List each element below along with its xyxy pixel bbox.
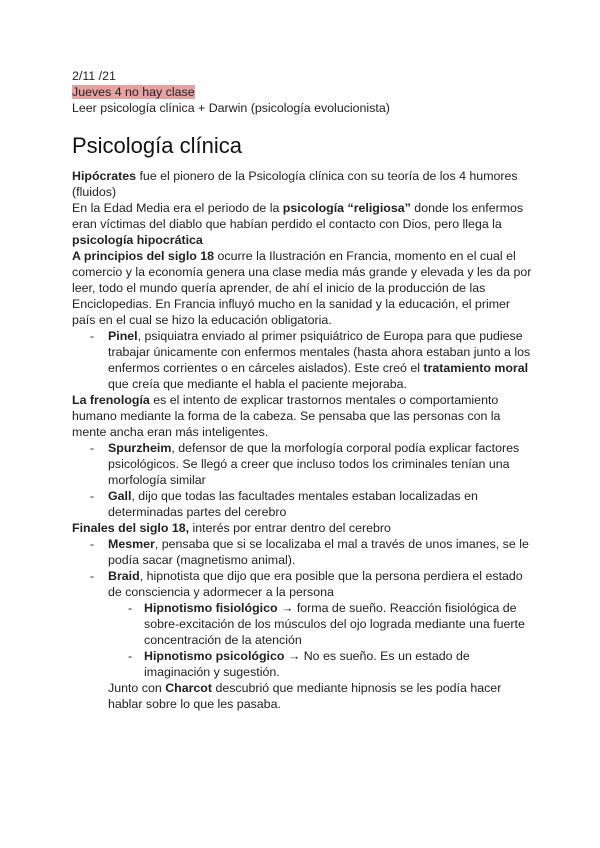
- list-item-gall: - Gall, dijo que todas las facultades mentales estaban localizadas en determinadas partes del cerebro: [90, 489, 478, 519]
- highlighted-note: Jueves 4 no hay clase: [72, 85, 195, 99]
- reading-note: Leer psicología clínica + Darwin (psicología evolucionista): [72, 101, 390, 115]
- list-item-spurzheim: - Spurzheim, defensor de que la morfología corporal podía explicar factores psicológicos. Se llegó a creer que incluso todos los criminales tenían una morfología similar: [90, 441, 520, 487]
- paragraph-edad-media: En la Edad Media era el periodo de la psicología “religiosa” donde los enfermos eran víctimas del diablo que habían perdido el contacto con Dios, pero llega la psicología hipocrática: [72, 201, 524, 247]
- list-dash: -: [128, 649, 133, 663]
- list-dash: -: [90, 489, 95, 503]
- list-dash: -: [90, 569, 95, 583]
- paragraph-charcot: Junto con Charcot descubrió que mediante hipnosis se les podía hacer hablar sobre lo que les pasaba.: [108, 681, 502, 711]
- paragraph-finales-siglo-18: Finales del siglo 18, interés por entrar dentro del cerebro: [72, 521, 391, 535]
- list-item-mesmer: - Mesmer, pensaba que si se localizaba el mal a través de unos imanes, se le podía sacar (magnetismo animal).: [90, 537, 529, 567]
- list-dash: -: [90, 329, 95, 343]
- list-dash: -: [90, 537, 95, 551]
- list-dash: -: [128, 601, 133, 615]
- list-item-braid: - Braid, hipnotista que dijo que era posible que la persona perdiera el estado de consciencia y adormecer a la persona: [90, 569, 523, 599]
- date: 2/11 /21: [72, 69, 116, 83]
- page-title: Psicología clínica: [72, 133, 242, 158]
- list-dash: -: [90, 441, 95, 455]
- paragraph-hipocrates: Hipócrates fue el pionero de la Psicología clínica con su teoría de los 4 humores (fluidos): [72, 169, 518, 199]
- list-item-pinel: - Pinel, psiquiatra enviado al primer psiquiátrico de Europa para que pudiese trabajar únicamente con enfermos mentales (hasta ahora estaban junto a los enfermos corrientes o en cárceles aislados). Este creó el tratamiento moral que creía que mediante el habla el paciente mejoraba.: [90, 329, 531, 391]
- paragraph-frenologia: La frenología es el intento de explicar trastornos mentales o comportamiento humano mediante la forma de la cabeza. Se pensaba que las personas con la mente ancha eran más inteligentes.: [72, 393, 501, 439]
- list-item-hipnotismo-fisiologico: - Hipnotismo fisiológico → forma de sueño. Reacción fisiológica de sobre-excitación de los músculos del ojo lograda mediante una fuerte concentración de la atención: [128, 601, 525, 647]
- paragraph-siglo-18: A principios del siglo 18 ocurre la Ilustración en Francia, momento en el cual el comercio y la economía genera una clase media más grande y elevada y les da por leer, todo el mundo quería aprender, de ahí el inicio de la producción de las Enciclopedias. En Francia influyó mucho en la sanidad y la educación, el primer país en el cual se hizo la educación obligatoria.: [72, 249, 532, 327]
- document-body: [72, 68, 532, 712]
- list-item-hipnotismo-psicologico: - Hipnotismo psicológico → No es sueño. Es un estado de imaginación y sugestión.: [128, 649, 470, 679]
